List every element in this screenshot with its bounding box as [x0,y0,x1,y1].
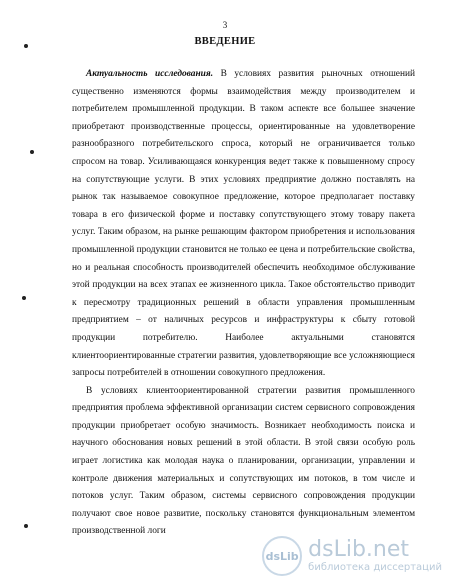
page-title: ВВЕДЕНИЕ [194,36,256,47]
dslib-logo-icon: dsLib [262,536,302,576]
margin-mark [24,524,28,528]
watermark-text [308,539,442,573]
watermark-subtitle: библиотека диссертаций [308,562,442,573]
margin-mark [24,44,28,48]
document-body [72,66,415,541]
section-lead-in: Актуальность исследования. [86,69,214,79]
page-number: 3 [222,20,228,30]
paragraph-text: В условиях развития рыночных отношений существенно изменяются формы взаимодействия между производителем и потребителем промышленной продукции. В таком аспекте все большее значение приобретают производственные процессы, ориентированные на удовлетворение разнообразного потребительского спроса, который не ограничивается только спросом на товар. Усиливающаяся конкуренция ведет также к повышенному спросу на сопутствующие услуги. В этих условиях предприятие должно поставлять на рынок так называемое совокупное предложение, которое предполагает поставку товара в его физической форме и поставку сопутствующего этому товару пакета услуг. Таким образом, на рынке решающим фактором приобретения и использования промышленной продукции становится не только ее цена и потребительские свойства, но и реальная способность производителей обеспечить необходимое обслуживание этой продукции на всех этапах ее жизненного цикла. Такое обстоятельство приводит к пересмотру традиционных решений в области управления промышленным предприятием – от наличных ресурсов и инфраструктуры к сбыту готовой продукции потребителю. Наиболее актуальными становятся клиентоориентированные стратегии развития, удовлетворяющие все усложняющиеся запросы потребителей в отношении совокупного предложения. [72,69,416,379]
margin-mark [30,150,34,154]
watermark [262,536,442,576]
margin-mark [22,296,26,300]
paragraph-client-strategy [72,383,415,541]
watermark-brand: dsLib.net [308,537,410,562]
paragraph-text: В условиях клиентоориентированной стратегии развития промышленного предприятия проблема эффективной организации систем сервисного сопровождения продукции приобретает особую значимость. Возникает необходимость поиска и научного обоснования новых решений в этой области. В этой связи особую роль играет логистика как молодая наука о планировании, организации, управлении и контроле движения материальных и сопутствующих им потоков, в том числе и потоков услуг. Таким образом, системы сервисного сопровождения продукции получают свое новое развитие, поскольку становятся функциональным элементом производственной логи [72,385,415,537]
paragraph-relevance [72,66,415,383]
